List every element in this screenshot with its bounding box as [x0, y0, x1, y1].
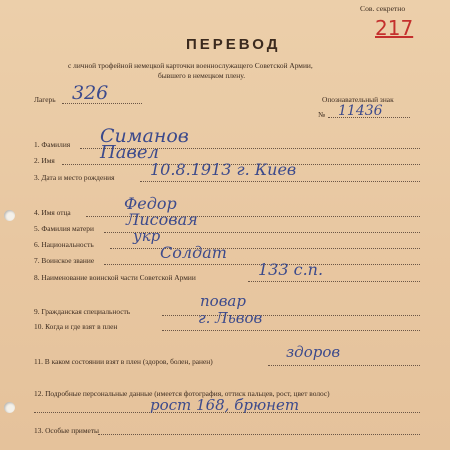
document-number: 217 — [375, 16, 414, 40]
secret-stamp: Сов. секретно — [360, 4, 406, 13]
subtitle-line-1: с личной трофейной немецкой карточки военнослужащего Советской Армии, — [68, 61, 313, 70]
field-rank-value: Солдат — [160, 243, 227, 262]
field-birth-value: 10.8.1913 г. Киев — [150, 160, 297, 179]
camp-label: Лагерь — [34, 95, 56, 104]
field-surname-value: Симанов — [100, 125, 189, 147]
field-marks-line — [98, 434, 420, 435]
field-profession-value: повар — [200, 292, 246, 310]
field-name-label: 2. Имя — [34, 156, 55, 165]
ident-prefix: № — [318, 110, 326, 119]
field-capture-line — [162, 330, 420, 331]
field-unit-line — [248, 281, 420, 282]
ident-value: 11436 — [338, 103, 383, 119]
punch-hole-lower — [4, 402, 15, 413]
field-nationality-line — [110, 248, 420, 249]
field-birth-line — [140, 181, 420, 182]
field-condition-value: здоров — [286, 343, 341, 361]
document-title: ПЕРЕВОД — [186, 36, 281, 53]
field-condition-line — [268, 365, 420, 366]
field-capture-label: 10. Когда и где взят в плен — [34, 322, 118, 331]
field-unit-label: 8. Наименование воинской части Советской Армии — [34, 273, 196, 282]
field-personal-data-value: рост 168, брюнет — [150, 396, 300, 414]
field-mother-label: 5. Фамилия матери — [34, 224, 94, 233]
field-father-value: Федор — [124, 194, 177, 213]
field-condition-label: 11. В каком состоянии взят в плен (здоров, болен, ранен) — [34, 357, 213, 366]
field-marks-label: 13. Особые приметы — [34, 426, 100, 435]
field-nationality-value: укр — [133, 227, 161, 245]
field-mother-value: Лисовая — [126, 210, 198, 229]
field-unit-value: 133 с.п. — [258, 260, 324, 279]
field-rank-label: 7. Воинское звание — [34, 256, 95, 265]
punch-hole-upper — [4, 210, 15, 221]
ident-label: Опознавательный знак — [322, 95, 394, 104]
field-capture-value: г. Львов — [198, 309, 263, 327]
field-name-value: Павел — [100, 142, 160, 163]
field-father-label: 4. Имя отца — [34, 208, 71, 217]
field-nationality-label: 6. Национальность — [34, 240, 94, 249]
field-personal-data-label: 12. Подробные персональные данные (имеется фотография, оттиск пальцев, рост, цвет волос) — [34, 389, 330, 398]
field-surname-label: 1. Фамилия — [34, 140, 71, 149]
subtitle-line-2: бывшего в немецком плену. — [158, 71, 246, 80]
field-profession-label: 9. Гражданская специальность — [34, 307, 131, 316]
field-birth-label: 3. Дата и место рождения — [34, 173, 115, 182]
camp-value: 326 — [72, 82, 109, 104]
